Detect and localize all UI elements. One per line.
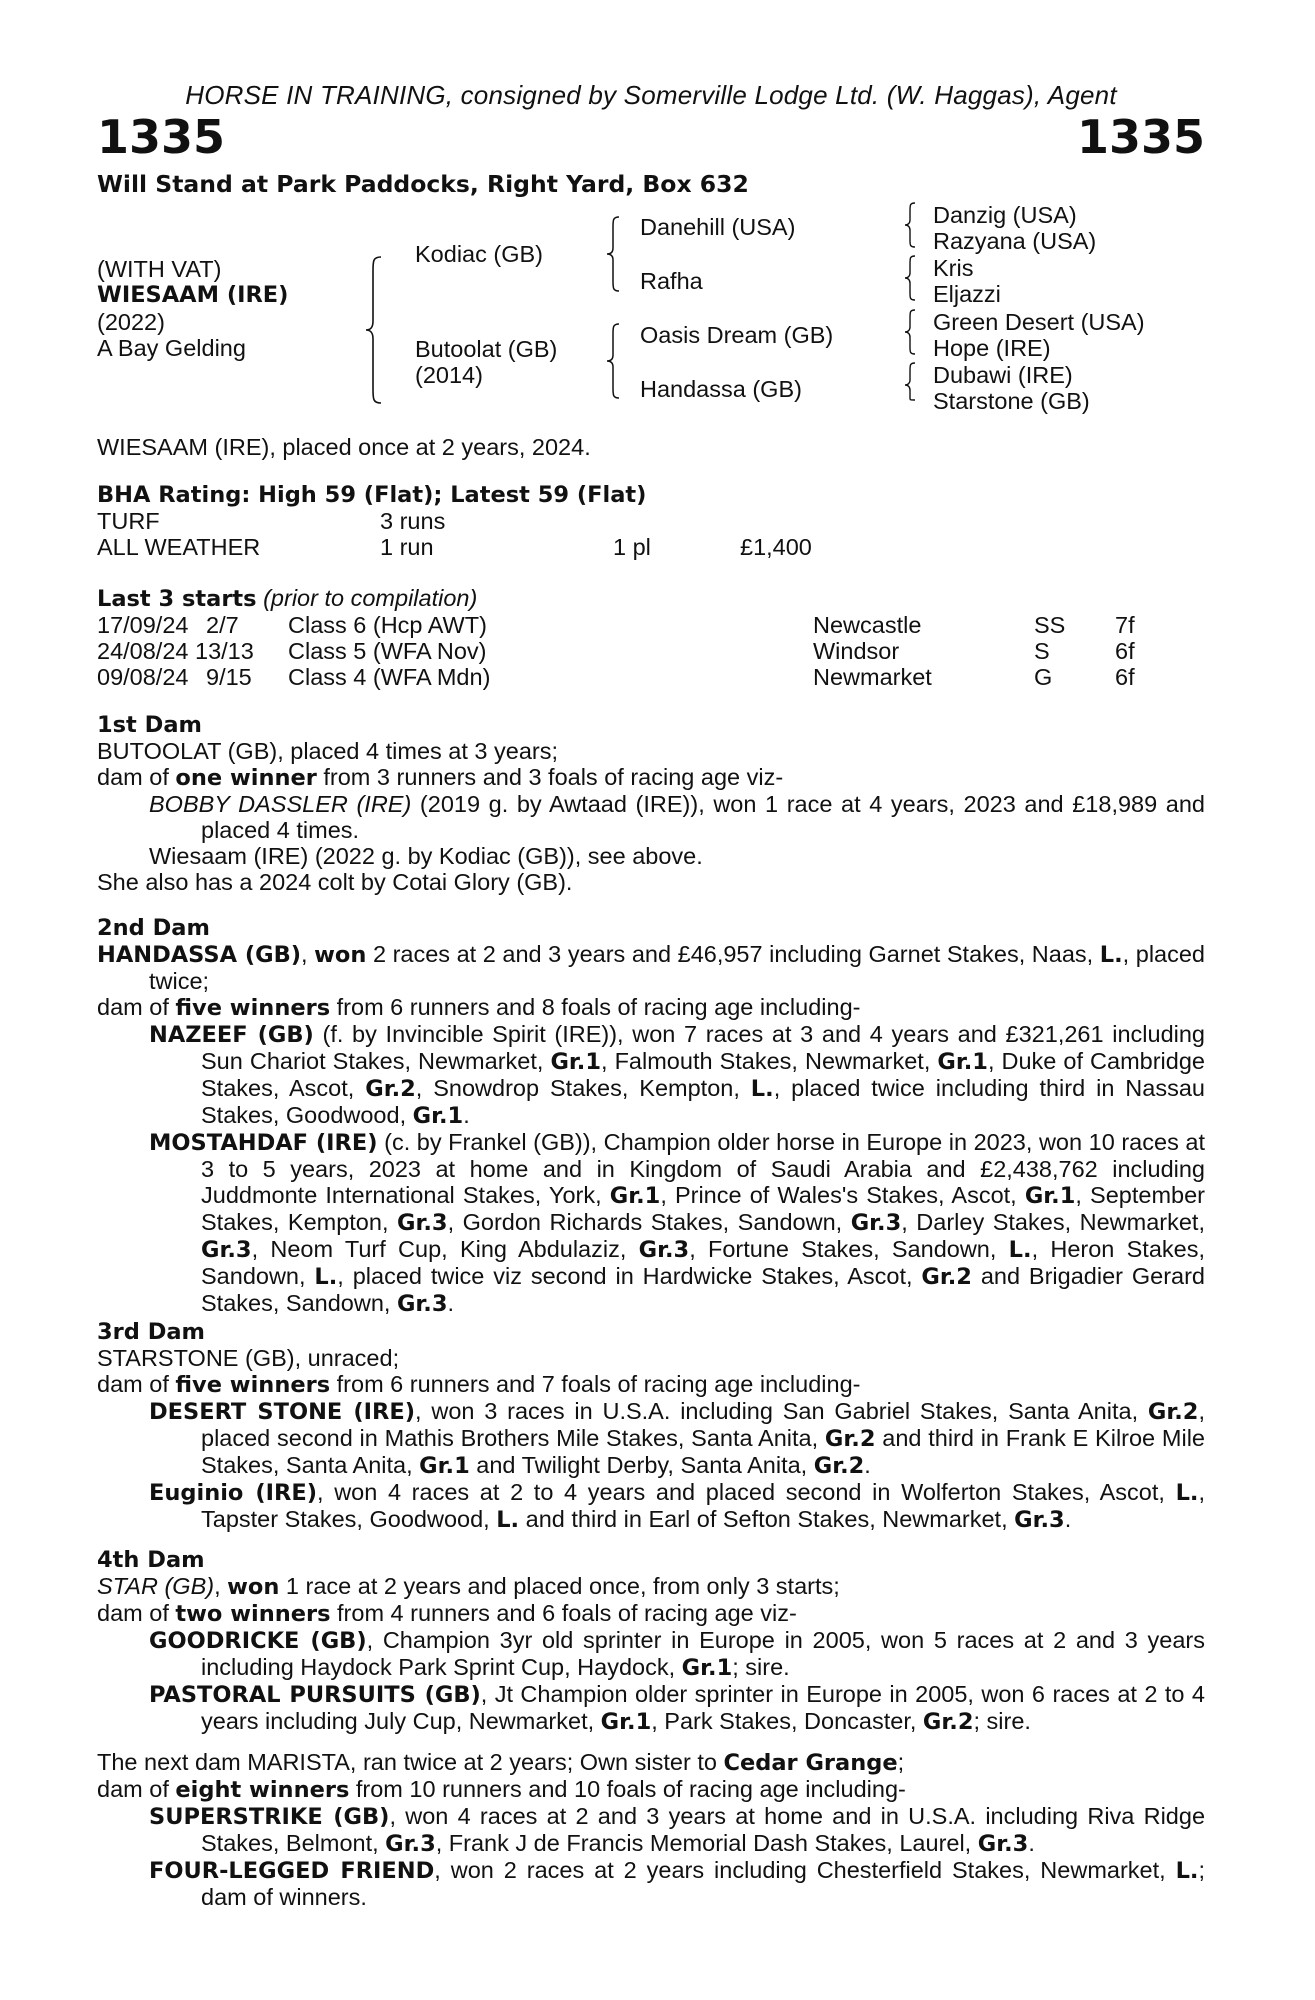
great-grandparent-7: Dubawi (IRE) [933,362,1073,388]
dam-line: BUTOOLAT (GB), placed 4 times at 3 years; [97,738,559,764]
rating-section [97,482,1205,560]
great-grandparent-1: Danzig (USA) [933,202,1077,228]
sire-sire: Danehill (USA) [640,214,796,240]
dam-note: She also has a 2024 colt by Cotai Glory (GB). [97,869,573,895]
dam-brace [606,322,622,402]
first-dam-section [97,712,1205,895]
placed: 1 pl [613,534,651,560]
dam-of-line: dam of five winners from 6 runners and 7 foals of racing age including- [97,1371,861,1398]
start-course: Windsor [813,638,900,664]
dam-year: (2014) [415,362,483,388]
last-starts-section [97,585,1205,690]
progeny-entry: SUPERSTRIKE (GB), won 4 races at 2 and 3 years at home and in U.S.A. including Riva Ridge Stakes, Belmont, Gr.3, Frank J de Francis Memorial Dash Stakes, Laurel, Gr.3. [149,1803,1206,1857]
lot-number-right: 1335 [1076,110,1205,164]
lot-number-left: 1335 [97,110,226,164]
horse-name: WIESAAM (IRE) [97,282,289,308]
consignment-line: HORSE IN TRAINING, consigned by Somerville Lodge Ltd. (W. Haggas), Agent [185,80,1117,110]
progeny-entry: MOSTAHDAF (IRE) (c. by Frankel (GB)), Champion older horse in Europe in 2023, won 10 races at 3 to 5 years, 2023 at home and in Kingdom of Saudi Arabia and £2,438,762 including Juddmonte International Stakes, York, Gr.1, Prince of Wales's Stakes, Ascot, Gr.1, September Stakes, Kempton, Gr.3, Gordon Richards Stakes, Sandown, Gr.3, Darley Stakes, Newmarket, Gr.3, Neom Turf Cup, King Abdulaziz, Gr.3, Fortune Stakes, Sandown, L., Heron Stakes, Sandown, L., placed twice viz second in Hardwicke Stakes, Ascot, Gr.2 and Brigadier Gerard Stakes, Sandown, Gr.3. [149,1129,1205,1317]
great-grandparent-2: Razyana (USA) [933,228,1097,254]
rating-row [97,534,1205,560]
start-course: Newcastle [813,612,922,638]
pedigree-brace-main [365,255,385,405]
vat-note: (WITH VAT) [97,256,222,282]
progeny-entry: Euginio (IRE), won 4 races at 2 to 4 years and placed second in Wolferton Stakes, Ascot, L., Tapster Stakes, Goodwood, L. and third in Earl of Sefton Stakes, Newmarket, Gr.3. [149,1479,1205,1533]
progeny-entry: GOODRICKE (GB), Champion 3yr old sprinter in Europe in 2005, won 5 races at 2 and 3 years including Haydock Park Sprint Cup, Haydock, Gr.1; sire. [149,1627,1205,1681]
start-distance: 6f [1115,638,1135,664]
progeny-entry: BOBBY DASSLER (IRE) (2019 g. by Awtaad (IRE)), won 1 race at 4 years, 2023 and £18,989 and placed 4 times. [149,791,1205,843]
progeny-entry: Wiesaam (IRE) (2022 g. by Kodiac (GB)), see above. [149,843,703,869]
great-grandparent-3: Kris [933,255,974,281]
horse-year: (2022) [97,309,165,335]
start-date: 24/08/24 [97,638,189,664]
start-row [97,664,1205,690]
progeny-entry: NAZEEF (GB) (f. by Invincible Spirit (IRE)), won 7 races at 3 and 4 years and £321,261 including Sun Chariot Stakes, Newmarket, Gr.1, Falmouth Stakes, Newmarket, Gr.1, Duke of Cambridge Stakes, Ascot, Gr.2, Snowdrop Stakes, Kempton, L., placed twice including third in Nassau Stakes, Goodwood, Gr.1. [149,1021,1205,1129]
last-starts-title [97,585,1205,612]
start-row [97,612,1205,638]
start-class: Class 6 (Hcp AWT) [288,612,487,638]
dam-line: The next dam MARISTA, ran twice at 2 years; Own sister to Cedar Grange; [97,1749,905,1776]
surface: TURF [97,508,160,534]
horse-description: A Bay Gelding [97,335,246,361]
dam-dam: Handassa (GB) [640,376,802,402]
start-class: Class 4 (WFA Mdn) [288,664,491,690]
dam-of-line: dam of eight winners from 10 runners and 10 foals of racing age including- [97,1776,906,1803]
race-summary: WIESAAM (IRE), placed once at 2 years, 2024. [97,434,591,460]
progeny-entry: FOUR-LEGGED FRIEND, won 2 races at 2 years including Chesterfield Stakes, Newmarket, L.; dam of winners. [149,1857,1206,1910]
sire-brace [606,215,622,295]
great-grandparent-6: Hope (IRE) [933,335,1051,361]
dam-of-line: dam of one winner from 3 runners and 3 foals of racing age viz- [97,764,784,791]
great-grandparent-8: Starstone (GB) [933,388,1090,414]
surface: ALL WEATHER [97,534,261,560]
stand-location: Will Stand at Park Paddocks, Right Yard, Box 632 [97,170,749,198]
section-heading: 3rd Dam [97,1319,205,1345]
runs: 1 run [380,534,434,560]
start-distance: 6f [1115,664,1135,690]
rating-title: BHA Rating: High 59 (Flat); Latest 59 (Flat) [97,482,647,508]
start-class: Class 5 (WFA Nov) [288,638,487,664]
last-starts-title-italic: (prior to compilation) [263,585,478,611]
start-going: G [1034,664,1053,690]
third-dam-section [97,1319,1205,1533]
dam-sire: Oasis Dream (GB) [640,322,834,348]
start-position: 2/7 [206,612,239,638]
sire-dam: Rafha [640,268,703,294]
progeny-entry: PASTORAL PURSUITS (GB), Jt Champion older sprinter in Europe in 2005, won 6 races at 2 to 4 years including July Cup, Newmarket, Gr.1, Park Stakes, Doncaster, Gr.2; sire. [149,1681,1205,1735]
catalogue-page [97,0,1205,2000]
runs: 3 runs [380,508,446,534]
sire: Kodiac (GB) [415,241,543,267]
start-going: SS [1034,612,1066,638]
section-heading: 4th Dam [97,1547,205,1573]
section-heading: 1st Dam [97,712,202,738]
dam-of-line: dam of five winners from 6 runners and 8 foals of racing age including- [97,994,861,1021]
start-going: S [1034,638,1050,664]
start-position: 9/15 [206,664,252,690]
dam-line: STARSTONE (GB), unraced; [97,1345,400,1371]
fourth-dam-section [97,1547,1205,1735]
great-grandparent-5: Green Desert (USA) [933,309,1145,335]
progeny-entry: DESERT STONE (IRE), won 3 races in U.S.A. including San Gabriel Stakes, Santa Anita, Gr.2, placed second in Mathis Brothers Mile Stakes, Santa Anita, Gr.2 and third in Frank E Kilroe Mile Stakes, Santa Anita, Gr.1 and Twilight Derby, Santa Anita, Gr.2. [149,1398,1205,1479]
earnings: £1,400 [740,534,812,560]
start-distance: 7f [1115,612,1135,638]
start-position: 13/13 [195,638,254,664]
dam: Butoolat (GB) [415,336,558,362]
dam-line: STAR (GB), won 1 race at 2 years and placed once, from only 3 starts; [97,1573,840,1600]
great-grandparent-4: Eljazzi [933,281,1001,307]
section-heading: 2nd Dam [97,915,210,941]
grandparent-braces [903,200,917,400]
dam-of-line: dam of two winners from 4 runners and 6 foals of racing age viz- [97,1600,797,1627]
start-course: Newmarket [813,664,932,690]
start-date: 09/08/24 [97,664,189,690]
start-date: 17/09/24 [97,612,189,638]
start-row [97,638,1205,664]
next-dam-section [97,1749,1205,1910]
second-dam-section [97,915,1205,1317]
last-starts-title-bold: Last 3 starts [97,586,257,612]
rating-row [97,508,1205,534]
dam-intro: HANDASSA (GB), won 2 races at 2 and 3 years and £46,957 including Garnet Stakes, Naas, L., placed twice; [97,941,1205,994]
